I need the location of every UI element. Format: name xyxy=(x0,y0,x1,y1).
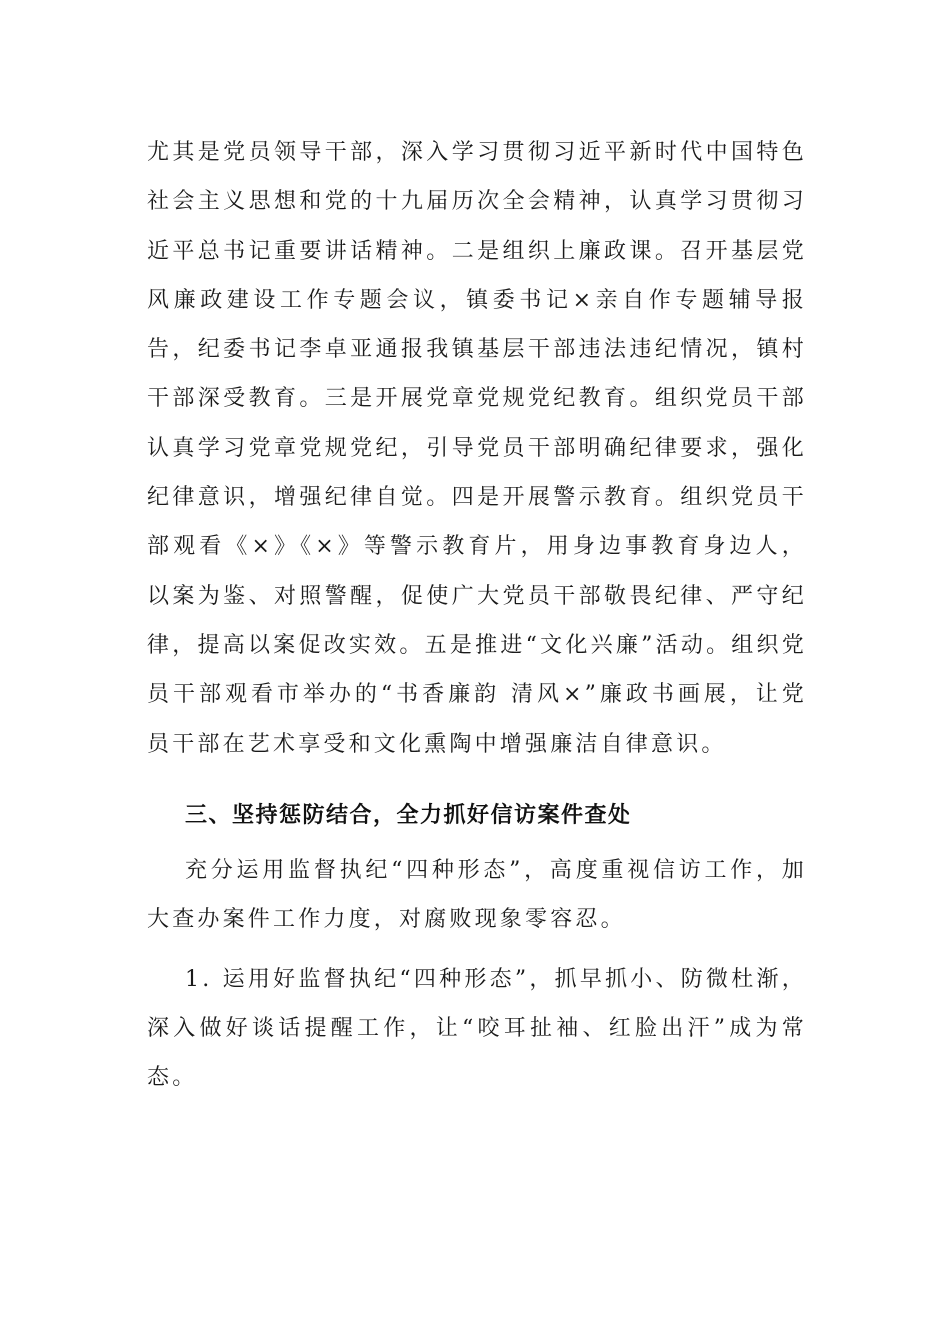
paragraph-item-1: 1. 运用好监督执纪“四种形态”，抓早抓小、防微杜渐，深入做好谈话提醒工作，让“咬耳扯袖、红脸出汗”成为常态。 xyxy=(147,966,807,1091)
paragraph-four-forms: 充分运用监督执纪“四种形态”，高度重视信访工作，加大查办案件工作力度，对腐败现象零容忍。 xyxy=(147,858,807,933)
paragraph-gap xyxy=(147,769,807,779)
section-heading-3: 三、坚持惩防结合，全力抓好信访案件查处 xyxy=(185,802,632,828)
document-body xyxy=(147,128,807,1103)
paragraph-education-activities: 尤其是党员领导干部，深入学习贯彻习近平新时代中国特色社会主义思想和党的十九届历次全会精神，认真学习贯彻习近平总书记重要讲话精神。二是组织上廉政课。召开基层党风廉政建设工作专题会议，镇委书记×亲自作专题辅导报告，纪委书记李卓亚通报我镇基层干部违法违纪情况，镇村干部深受教育。三是开展党章党规党纪教育。组织党员干部认真学习党章党规党纪，引导党员干部明确纪律要求，强化纪律意识，增强纪律自觉。四是开展警示教育。组织党员干部观看《×》《×》等警示教育片，用身边事教育身边人，以案为鉴、对照警醒，促使广大党员干部敬畏纪律、严守纪律，提高以案促改实效。五是推进“文化兴廉”活动。组织党员干部观看市举办的“书香廉韵 清风×”廉政书画展，让党员干部在艺术享受和文化熏陶中增强廉洁自律意识。 xyxy=(147,140,807,757)
paragraph-gap xyxy=(147,945,807,955)
